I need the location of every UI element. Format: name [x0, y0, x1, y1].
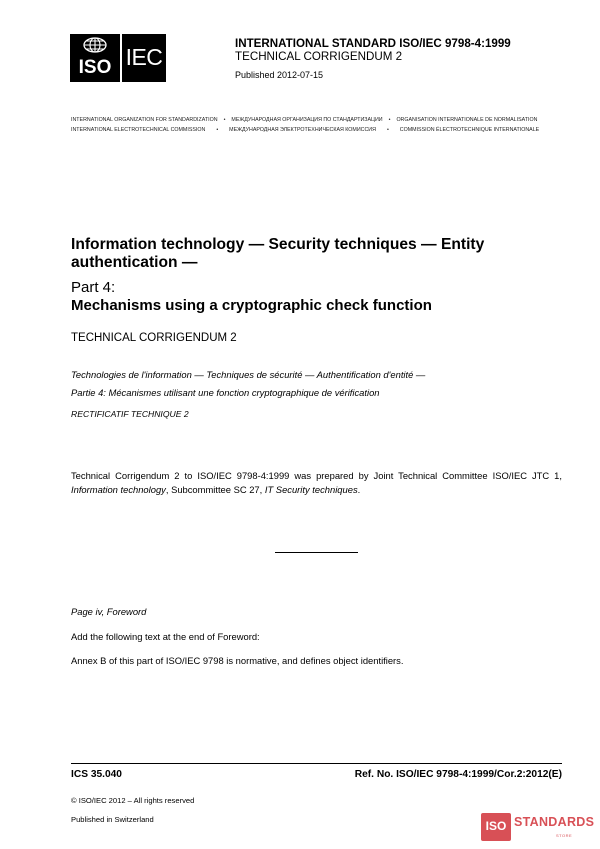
store-iso-text: ISO [485, 819, 507, 833]
iec-logo-text: IEC [125, 44, 163, 70]
store-iso-box [481, 813, 511, 841]
preparation-paragraph [71, 469, 562, 497]
copyright-notice: © ISO/IEC 2012 – All rights reserved [71, 796, 195, 805]
corrigendum-heading: TECHNICAL CORRIGENDUM 2 [71, 332, 237, 344]
para-text: . [357, 484, 361, 495]
separator-bullet: • [386, 127, 389, 133]
iso-standards-store-badge[interactable] [481, 813, 593, 843]
french-corrigendum: RECTIFICATIF TECHNIQUE 2 [71, 409, 189, 419]
para-text: Technical Corrigendum 2 to ISO/IEC 9798-4:1999 was prepared by Joint Technical Committee ISO/IEC JTC 1, [71, 470, 562, 481]
printed-location: Published in Switzerland [71, 815, 154, 824]
globe-icon [83, 37, 107, 53]
reference-number: Ref. No. ISO/IEC 9798-4:1999/Cor.2:2012(E) [354, 769, 562, 780]
org-name: INTERNATIONAL ORGANIZATION FOR STANDARDIZATION [71, 117, 218, 123]
para-text: , Subcommittee SC 27, [165, 484, 265, 495]
org-name: МЕЖДУНАРОДНАЯ ЭЛЕКТРОТЕХНИЧЕСКАЯ КОМИССИЯ [229, 127, 376, 133]
french-title: Technologies de l'information — Techniques de sécurité — Authentification d'entité — [71, 369, 426, 380]
iso-logo-text: ISO [78, 57, 112, 78]
section-divider [275, 552, 358, 553]
separator-bullet: • [216, 127, 219, 133]
corrigendum-label: TECHNICAL CORRIGENDUM 2 [235, 50, 403, 63]
part-label: Part 4: [71, 279, 116, 296]
iec-logo [122, 34, 166, 82]
iso-logo [70, 34, 120, 82]
published-date: Published 2012-07-15 [235, 70, 324, 80]
french-part-title: Partie 4: Mécanismes utilisant une fonction cryptographique de vérification [71, 387, 380, 398]
location-reference: Page iv, Foreword [71, 606, 147, 617]
standard-title: INTERNATIONAL STANDARD ISO/IEC 9798-4:1999 [235, 37, 511, 50]
part-title: Mechanisms using a cryptographic check function [71, 297, 432, 314]
store-sub: STORE [556, 833, 573, 838]
store-word: STANDARDS [514, 815, 595, 829]
annex-text: Annex B of this part of ISO/IEC 9798 is normative, and defines object identifiers. [71, 655, 404, 666]
separator-bullet: • [388, 117, 391, 123]
org-name: COMMISSION ÉLECTROTECHNIQUE INTERNATIONALE [399, 127, 540, 133]
organizations-row-1 [71, 117, 537, 123]
committee-name: Information technology [71, 484, 166, 495]
org-name: INTERNATIONAL ELECTROTECHNICAL COMMISSION [71, 127, 206, 133]
org-name: ORGANISATION INTERNATIONALE DE NORMALISATION [396, 117, 538, 123]
footer-rule [71, 763, 562, 764]
instruction-text: Add the following text at the end of Foreword: [71, 631, 260, 642]
ics-code: ICS 35.040 [71, 769, 122, 780]
org-name: МЕЖДУНАРОДНАЯ ОРГАНИЗАЦИЯ ПО СТАНДАРТИЗАЦИИ [231, 117, 383, 123]
document-title: Information technology — Security techniques — Entity authentication — [71, 236, 485, 271]
organizations-row-2 [71, 127, 539, 133]
subcommittee-name: IT Security techniques [264, 484, 358, 495]
separator-bullet: • [223, 117, 226, 123]
